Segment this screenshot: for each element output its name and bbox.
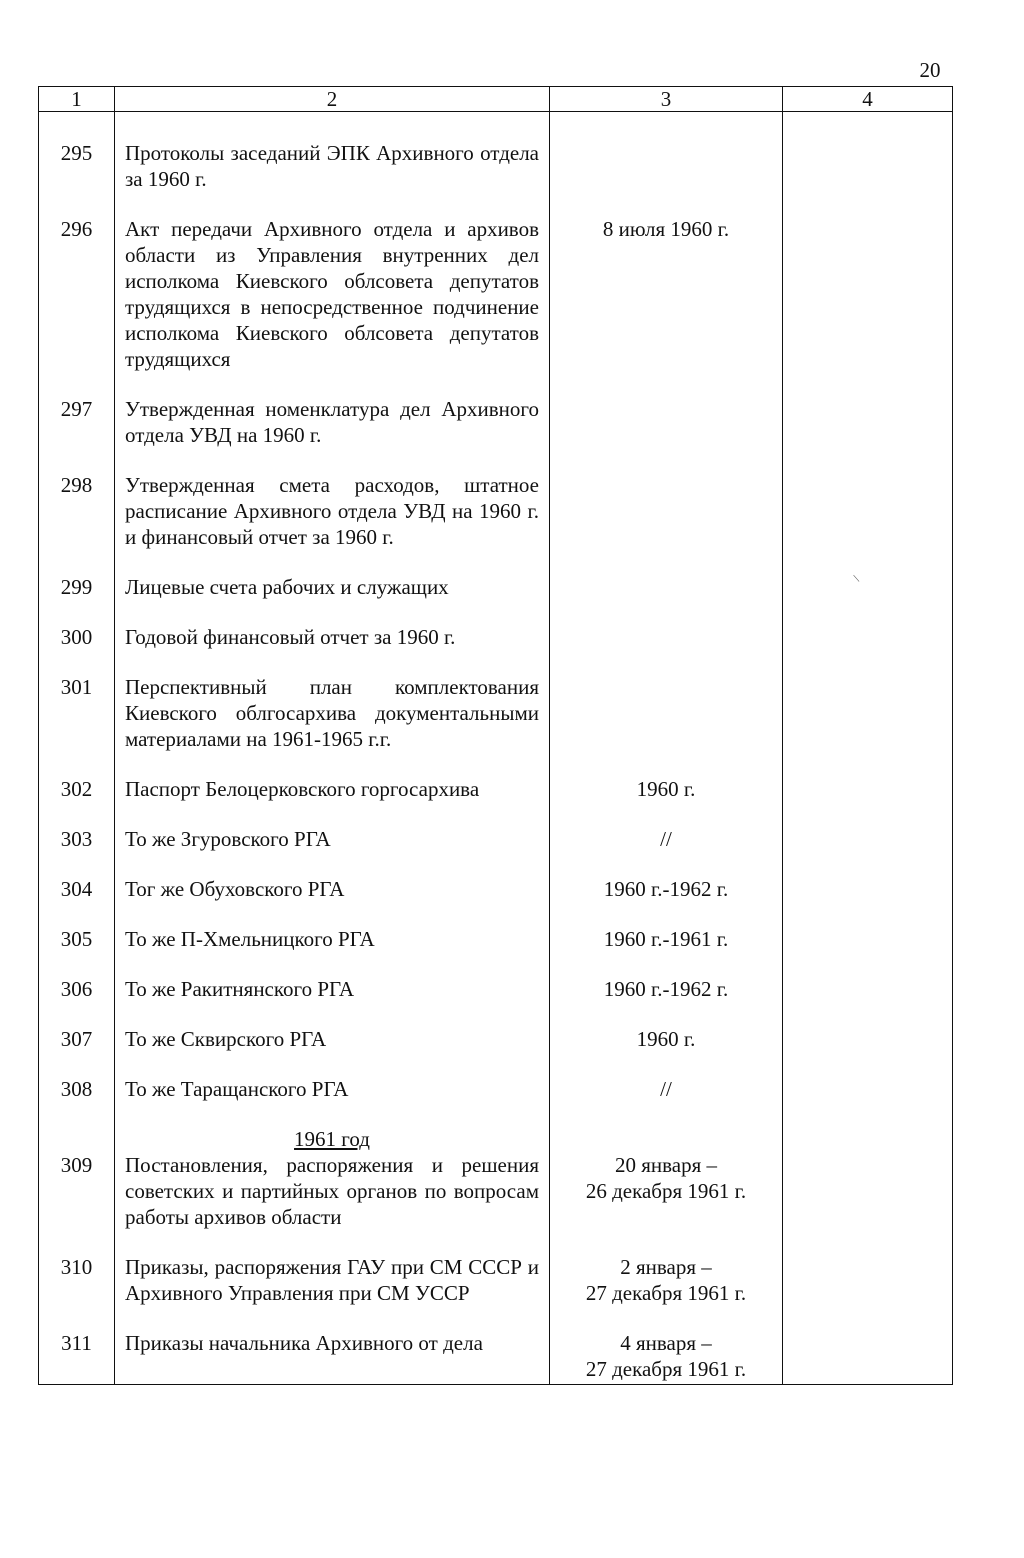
table-row bbox=[39, 396, 953, 472]
row-title-text: То же Таращанского РГА bbox=[125, 1077, 349, 1101]
table-row bbox=[39, 926, 953, 976]
row-date bbox=[550, 1330, 783, 1385]
row-number: 305 bbox=[39, 926, 115, 976]
row-number: 298 bbox=[39, 472, 115, 574]
row-date bbox=[550, 1126, 783, 1254]
row-date: 1960 г.-1962 г. bbox=[550, 976, 783, 1026]
row-date: 1960 г. bbox=[550, 776, 783, 826]
spacer-row bbox=[39, 112, 953, 141]
table-row bbox=[39, 216, 953, 396]
table-row bbox=[39, 674, 953, 776]
row-note bbox=[783, 876, 953, 926]
row-number: 303 bbox=[39, 826, 115, 876]
row-date: 1960 г.-1961 г. bbox=[550, 926, 783, 976]
row-note bbox=[783, 1126, 953, 1254]
section-heading-1961: 1961 год bbox=[294, 1127, 370, 1151]
row-number: 302 bbox=[39, 776, 115, 826]
row-title bbox=[115, 1126, 550, 1254]
row-number bbox=[39, 1126, 115, 1254]
header-row bbox=[39, 87, 953, 112]
row-title-text: Тог же Обуховского РГА bbox=[125, 877, 345, 901]
row-title-text: Постановления, распоряжения и решения советских и партийных органов по вопросам работы архивов области bbox=[125, 1153, 539, 1229]
table-row bbox=[39, 1126, 953, 1254]
row-note bbox=[783, 216, 953, 396]
column-header-1: 1 bbox=[39, 87, 115, 112]
row-title-text: Лицевые счета рабочих и служащих bbox=[125, 575, 449, 599]
row-title-text: То же Ракитнянского РГА bbox=[125, 977, 355, 1001]
row-date: // bbox=[550, 826, 783, 876]
row-number-text: 311 bbox=[61, 1331, 92, 1355]
row-note bbox=[783, 1026, 953, 1076]
row-title-text: Приказы, распоряжения ГАУ при СМ СССР и Архивного Управления при СМ УССР bbox=[125, 1255, 539, 1305]
row-title bbox=[115, 1330, 550, 1385]
row-title-text: Паспорт Белоцерковского горгосархива bbox=[125, 777, 480, 801]
row-date bbox=[550, 396, 783, 472]
row-title-text: То же П-Хмельницкого РГА bbox=[125, 927, 375, 951]
table-row bbox=[39, 574, 953, 624]
row-title bbox=[115, 396, 550, 472]
table-row bbox=[39, 1026, 953, 1076]
row-date: 1960 г.-1962 г. bbox=[550, 876, 783, 926]
row-note bbox=[783, 1254, 953, 1330]
row-title-text: Утвержденная смета расходов, штатное расписание Архивного отдела УВД на 1960 г. и финансовый отчет за 1960 г. bbox=[125, 473, 539, 549]
row-title bbox=[115, 976, 550, 1026]
row-title bbox=[115, 826, 550, 876]
row-title bbox=[115, 1026, 550, 1076]
row-title-text: То же Сквирского РГА bbox=[125, 1027, 327, 1051]
row-number: 301 bbox=[39, 674, 115, 776]
row-number bbox=[39, 1254, 115, 1330]
row-title bbox=[115, 776, 550, 826]
stray-mark: / bbox=[849, 573, 864, 584]
row-number: 304 bbox=[39, 876, 115, 926]
row-title bbox=[115, 1254, 550, 1330]
row-number: 307 bbox=[39, 1026, 115, 1076]
table-row bbox=[39, 1254, 953, 1330]
row-number: 308 bbox=[39, 1076, 115, 1126]
date-from: 20 января – bbox=[614, 1153, 718, 1177]
date-to: 26 декабря 1961 г. bbox=[585, 1179, 747, 1203]
row-note bbox=[783, 674, 953, 776]
row-title-text: Годовой финансовый отчет за 1960 г. bbox=[125, 625, 456, 649]
table-row bbox=[39, 624, 953, 674]
table-row bbox=[39, 1330, 953, 1385]
table-row bbox=[39, 876, 953, 926]
row-date bbox=[550, 674, 783, 776]
column-header-3: 3 bbox=[550, 87, 783, 112]
row-note bbox=[783, 1076, 953, 1126]
row-title bbox=[115, 926, 550, 976]
row-title bbox=[115, 1076, 550, 1126]
row-note bbox=[783, 776, 953, 826]
table-row bbox=[39, 1076, 953, 1126]
row-number: 300 bbox=[39, 624, 115, 674]
row-note bbox=[783, 1330, 953, 1385]
row-note bbox=[783, 624, 953, 674]
row-note bbox=[783, 826, 953, 876]
row-date: 1960 г. bbox=[550, 1026, 783, 1076]
page-number: 20 bbox=[919, 58, 941, 82]
row-title bbox=[115, 674, 550, 776]
table-row bbox=[39, 976, 953, 1026]
row-date bbox=[550, 1254, 783, 1330]
row-title bbox=[115, 140, 550, 216]
table-row bbox=[39, 472, 953, 574]
row-number: 297 bbox=[39, 396, 115, 472]
row-date bbox=[550, 140, 783, 216]
row-title bbox=[115, 472, 550, 574]
row-title-text: Протоколы заседаний ЭПК Архивного отдела за 1960 г. bbox=[125, 141, 539, 191]
row-title-text: То же Згуровского РГА bbox=[125, 827, 331, 851]
row-date: // bbox=[550, 1076, 783, 1126]
row-note bbox=[783, 472, 953, 574]
row-number: 306 bbox=[39, 976, 115, 1026]
table-row bbox=[39, 776, 953, 826]
row-note bbox=[783, 396, 953, 472]
row-note bbox=[783, 976, 953, 1026]
date-from: 2 января – bbox=[620, 1255, 712, 1279]
table-body bbox=[39, 112, 953, 1385]
row-title-text: Утвержденная номенклатура дел Архивного отдела УВД на 1960 г. bbox=[125, 397, 539, 447]
row-title-text: Акт передачи Архивного отдела и архивов области из Управления внутренних дел исполкома Киевского облсовета депутатов трудящихся в непосредственное подчинение исполкома Киевского облсовета депутатов трудящихся bbox=[125, 217, 539, 371]
table-row bbox=[39, 140, 953, 216]
row-title bbox=[115, 876, 550, 926]
row-date: 8 июля 1960 г. bbox=[550, 216, 783, 396]
row-number: 296 bbox=[39, 216, 115, 396]
date-to: 27 декабря 1961 г. bbox=[585, 1281, 747, 1305]
date-from: 4 января – bbox=[620, 1331, 712, 1355]
column-header-2: 2 bbox=[115, 87, 550, 112]
row-title-text: Приказы начальника Архивного от дела bbox=[125, 1331, 483, 1355]
row-title-text: Перспективный план комплектования Киевского облгосархива документальными материалами на 1961-1965 г.г. bbox=[125, 675, 539, 751]
row-title bbox=[115, 624, 550, 674]
inventory-table bbox=[38, 86, 953, 1385]
row-date bbox=[550, 472, 783, 574]
row-note bbox=[783, 926, 953, 976]
row-note bbox=[783, 140, 953, 216]
row-note bbox=[783, 574, 953, 624]
row-date bbox=[550, 574, 783, 624]
row-title bbox=[115, 574, 550, 624]
row-number-text: 310 bbox=[60, 1255, 93, 1279]
row-date bbox=[550, 624, 783, 674]
column-header-4: 4 bbox=[783, 87, 953, 112]
table-row bbox=[39, 826, 953, 876]
row-number: 295 bbox=[39, 140, 115, 216]
date-to: 27 декабря 1961 г. bbox=[585, 1357, 747, 1381]
row-number: 299 bbox=[39, 574, 115, 624]
row-number-text: 309 bbox=[60, 1153, 93, 1177]
row-title bbox=[115, 216, 550, 396]
row-number bbox=[39, 1330, 115, 1385]
